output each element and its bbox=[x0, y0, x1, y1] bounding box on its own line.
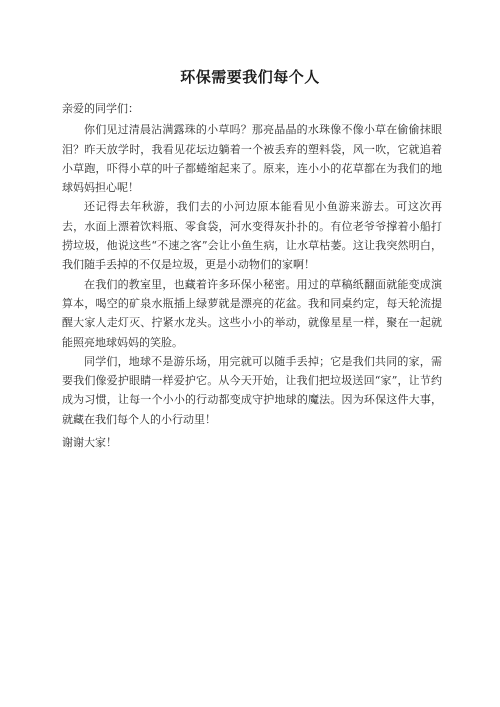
document-title: 环保需要我们每个人 bbox=[180, 68, 320, 86]
paragraph: 同学们，地球不是游乐场，用完就可以随手丢掉；它是我们共同的家，需要我们像爱护眼睛一样爱护它。从今天开始，让我们把垃圾送回“家”，让节约成为习惯，让每一个小小的行动都变成守护地球的魔法。因为环保这件大事，就藏在我们每个人的小行动里！ bbox=[62, 354, 442, 426]
document-body bbox=[62, 99, 442, 452]
greeting: 亲爱的同学们： bbox=[62, 102, 139, 115]
closing: 谢谢大家！ bbox=[62, 436, 117, 450]
paragraph: 在我们的教室里，也藏着许多环保小秘密。用过的草稿纸翻面就能变成演算本，喝空的矿泉水瓶插上绿萝就是漂亮的花盆。我和同桌约定，每天轮流提醒大家人走灯灭、拧紧水龙头。这些小小的举动，就像星星一样，聚在一起就能照亮地球妈妈的笑脸。 bbox=[62, 277, 442, 349]
paragraph: 你们见过清晨沾满露珠的小草吗？那亮晶晶的水珠像不像小草在偷偷抹眼泪？昨天放学时，我看见花坛边躺着一个被丢弃的塑料袋，风一吹，它就追着小草跑，吓得小草的叶子都蜷缩起来了。原来，连小小的花草都在为我们的地球妈妈担心呢！ bbox=[62, 123, 442, 195]
paragraph: 还记得去年秋游，我们去的小河边原本能看见小鱼游来游去。可这次再去，水面上漂着饮料瓶、零食袋，河水变得灰扑扑的。有位老爷爷撑着小船打捞垃圾，他说这些“不速之客”会让小鱼生病，让水草枯萎。这让我突然明白，我们随手丢掉的不仅是垃圾，更是小动物们的家啊！ bbox=[62, 200, 442, 272]
